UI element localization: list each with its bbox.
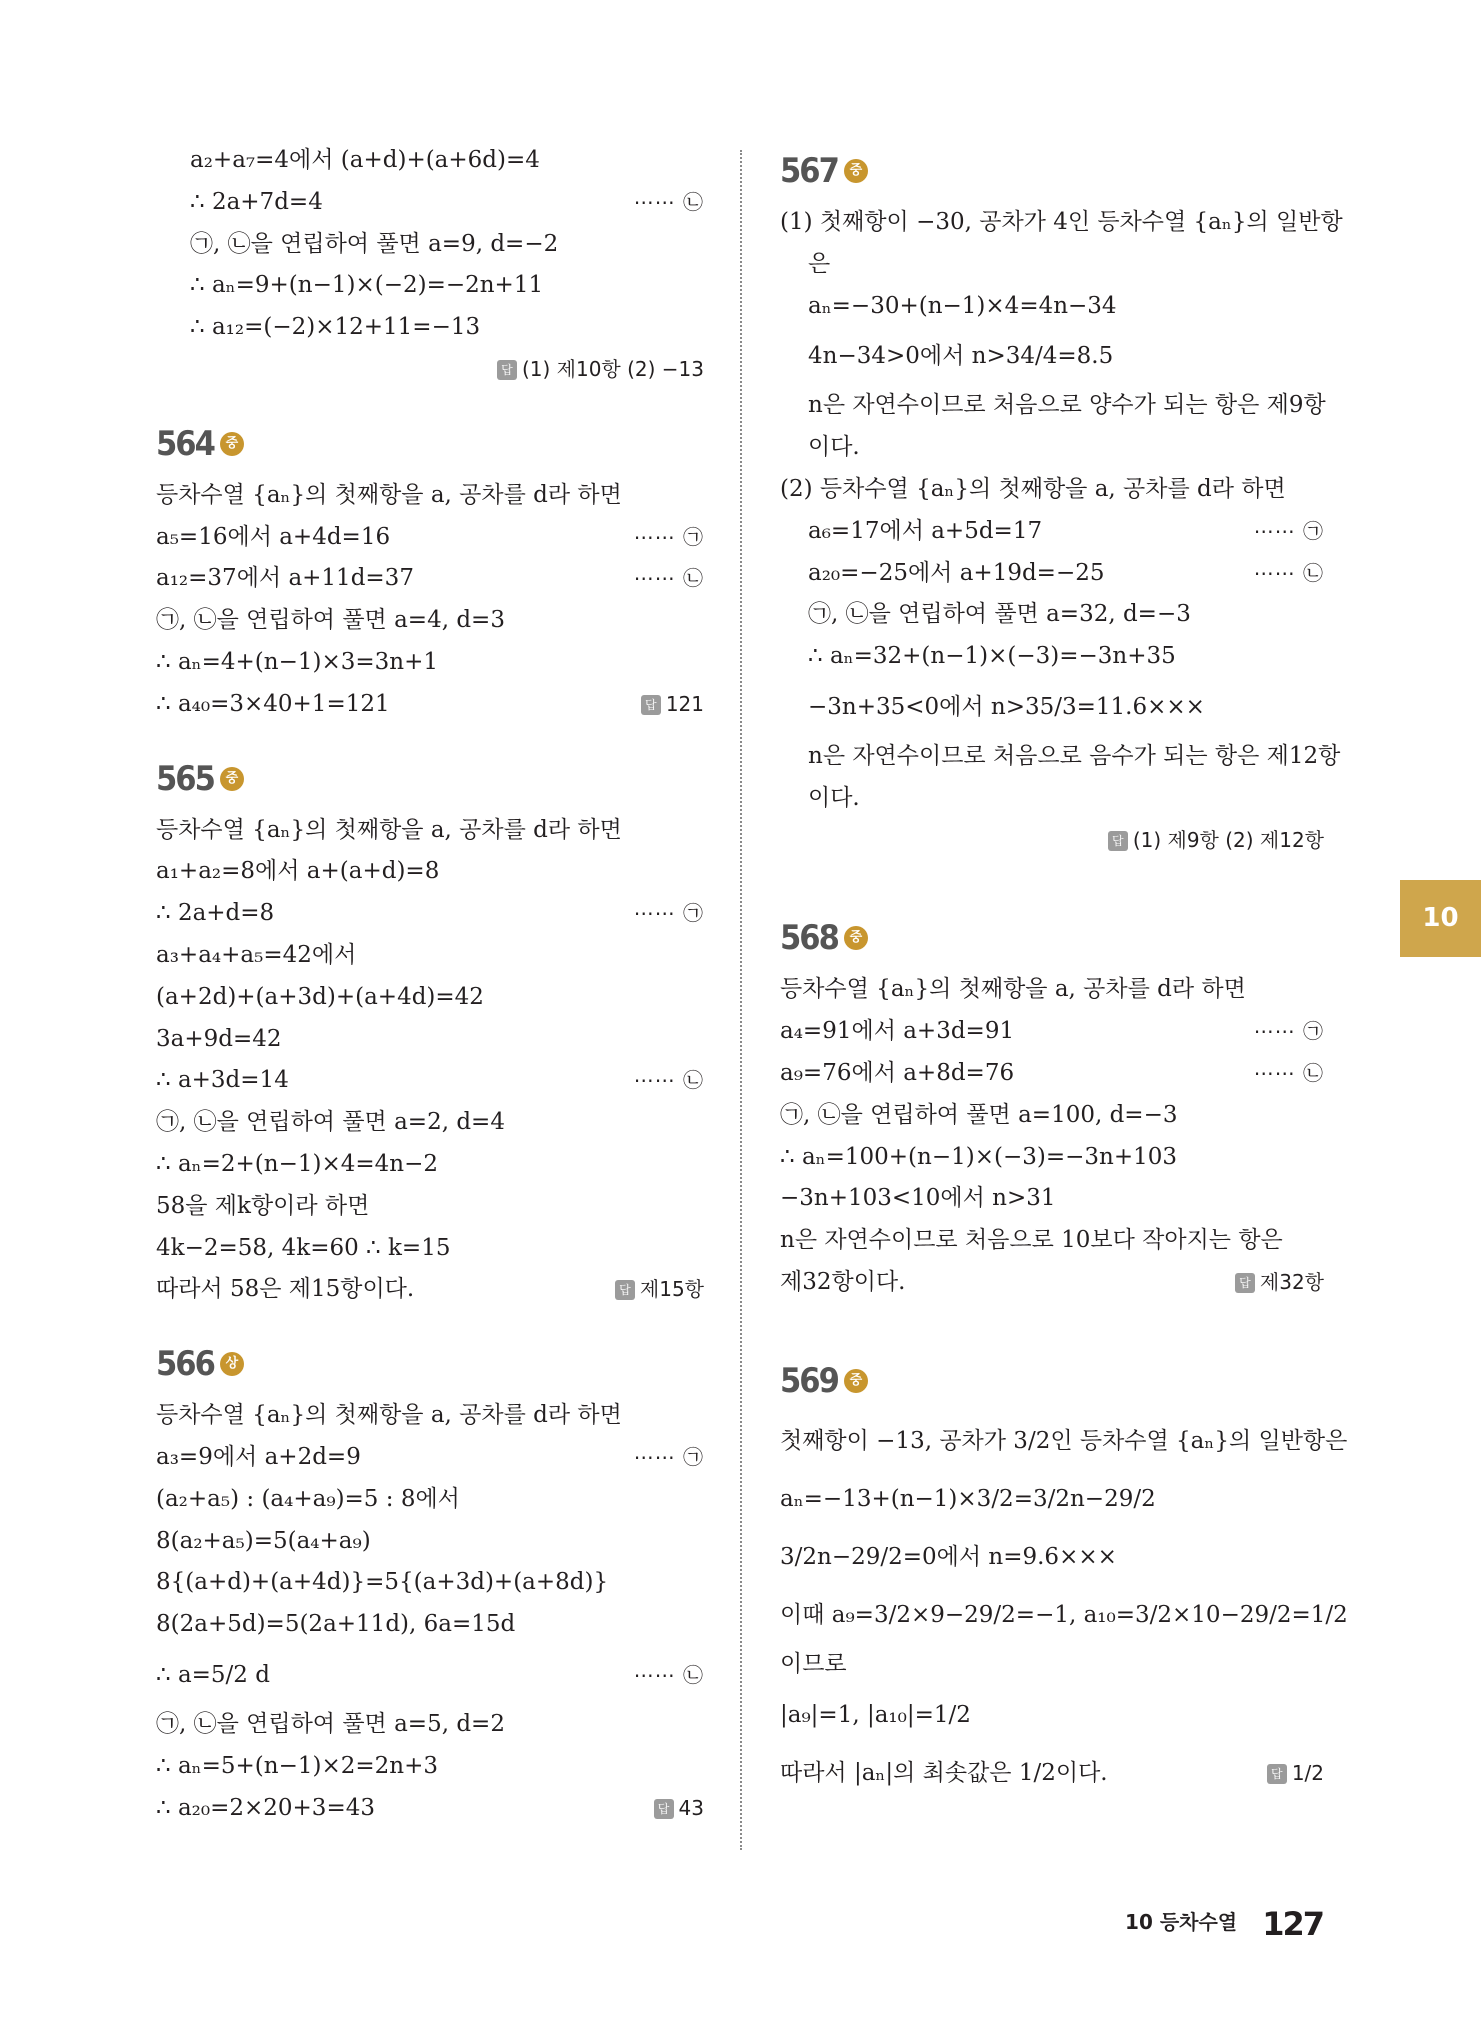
solution-text: a₃=9에서 a+2d=9 <box>156 1443 361 1470</box>
solution-text: 8{(a+d)+(a+4d)}=5{(a+3d)+(a+8d)} <box>156 1569 609 1596</box>
solution-text: (1) 첫째항이 −30, 공차가 4인 등차수열 {aₙ}의 일반항 <box>780 209 1343 235</box>
solution-line <box>156 684 704 726</box>
solution-text: ∴ a₂₀=2×20+3=43 <box>156 1794 375 1821</box>
solution-line <box>156 1395 704 1437</box>
solution-line <box>156 1269 704 1311</box>
solution-line <box>156 475 704 517</box>
solution-line <box>156 851 704 893</box>
answer <box>1235 1262 1324 1304</box>
solution-text: a₉=76에서 a+8d=76 <box>780 1059 1015 1086</box>
solution-text: (a+2d)+(a+3d)+(a+4d)=42 <box>156 983 484 1010</box>
equation-marker: ⋯⋯ ㉠ <box>1253 1019 1324 1044</box>
solution-line <box>780 1178 1324 1220</box>
solution-line <box>780 244 1324 286</box>
equation-marker: ⋯⋯ ㉠ <box>633 901 704 926</box>
solution-line <box>780 1262 1324 1304</box>
answer-tag-icon: 답 <box>1108 831 1128 851</box>
solution-line <box>156 1746 704 1788</box>
solution-text: ∴ aₙ=2+(n−1)×4=4n−2 <box>156 1150 438 1177</box>
solution-line <box>780 736 1341 778</box>
solution-text: ∴ a=5/2 d <box>156 1661 270 1688</box>
solution-text: n은 자연수이므로 처음으로 음수가 되는 항은 제12항 <box>808 742 1341 769</box>
answer-tag-icon: 답 <box>1235 1273 1255 1293</box>
solution-text: a₆=17에서 a+5d=17 <box>808 517 1043 544</box>
difficulty-badge: 중 <box>844 926 868 950</box>
equation-marker: ⋯⋯ ㉠ <box>1253 518 1324 543</box>
solution-text: 등차수열 {aₙ}의 첫째항을 a, 공차를 d라 하면 <box>156 816 622 843</box>
solution-line <box>156 182 704 224</box>
solution-text: n은 자연수이므로 처음으로 양수가 되는 항은 제9항 <box>808 392 1326 419</box>
problem-number: 564 <box>156 423 214 464</box>
difficulty-badge: 중 <box>844 159 868 183</box>
solution-text: 따라서 |aₙ|의 최솟값은 1/2이다. <box>780 1759 1108 1786</box>
solution-line <box>780 969 1324 1011</box>
difficulty-badge: 중 <box>220 432 244 456</box>
solution-line <box>780 1053 1324 1095</box>
solution-line <box>156 1604 704 1646</box>
solution-text: 등차수열 {aₙ}의 첫째항을 a, 공차를 d라 하면 <box>156 1402 622 1429</box>
solution-text: ∴ 2a+d=8 <box>156 900 275 927</box>
solution-text: ㉠, ㉡을 연립하여 풀면 a=100, d=−3 <box>780 1101 1178 1128</box>
solution-line <box>156 810 704 852</box>
solution-text: 3/2n−29/2=0에서 n=9.6××× <box>780 1543 1117 1570</box>
problem-number: 568 <box>780 918 838 959</box>
solution-text: a₅=16에서 a+4d=16 <box>156 523 391 550</box>
left-column <box>156 140 704 1829</box>
difficulty-badge: 중 <box>220 767 244 791</box>
equation-marker: ⋯⋯ ㉡ <box>1253 1060 1324 1085</box>
section-spacer <box>780 861 1324 907</box>
section-spacer <box>780 1304 1324 1350</box>
answer-tag-icon: 답 <box>1267 1764 1287 1784</box>
equation-marker: ⋯⋯ ㉡ <box>633 1662 704 1687</box>
answer-tag-icon: 답 <box>497 360 517 380</box>
solution-line <box>156 1228 704 1270</box>
answer-text: (1) 제10항 (2) −13 <box>521 356 704 381</box>
solution-text: 58을 제k항이라 하면 <box>156 1192 370 1219</box>
solution-line <box>780 286 1324 328</box>
equation-marker: ⋯⋯ ㉡ <box>633 189 704 214</box>
page-number: 127 <box>1262 1905 1323 1943</box>
solution-line <box>780 1011 1324 1053</box>
solution-text: 8(2a+5d)=5(2a+11d), 6a=15d <box>156 1611 516 1638</box>
solution-text: 3a+9d=42 <box>156 1025 282 1052</box>
solution-text: a₁+a₂=8에서 a+(a+d)=8 <box>156 858 440 885</box>
solution-text: ㉠, ㉡을 연립하여 풀면 a=32, d=−3 <box>808 601 1191 628</box>
solution-text: ∴ aₙ=100+(n−1)×(−3)=−3n+103 <box>780 1143 1177 1170</box>
solution-line <box>780 778 1324 820</box>
solution-line <box>156 517 704 559</box>
answer <box>615 1269 704 1311</box>
solution-line <box>156 600 704 642</box>
solution-line <box>780 1586 1348 1644</box>
solution-line <box>156 1562 704 1604</box>
answer-line <box>156 349 704 391</box>
solution-line <box>780 1686 1324 1744</box>
solution-line <box>780 1644 1324 1686</box>
solution-line <box>156 977 704 1019</box>
solution-text: ∴ a+3d=14 <box>156 1067 289 1094</box>
answer-text: 43 <box>678 1795 704 1820</box>
solution-line <box>156 558 704 600</box>
solution-line <box>780 202 1343 244</box>
problem-header <box>156 748 704 810</box>
solution-text: 8(a₂+a₅)=5(a₄+a₉) <box>156 1527 371 1554</box>
problem-header <box>780 907 1324 969</box>
section-spacer <box>156 1311 704 1333</box>
solution-line <box>156 1186 704 1228</box>
solution-text: (a₂+a₅) : (a₄+a₉)=5 : 8에서 <box>156 1485 460 1512</box>
solution-text: 4n−34>0에서 n>34/4=8.5 <box>808 343 1114 370</box>
solution-text: 따라서 58은 제15항이다. <box>156 1276 415 1303</box>
solution-line <box>156 140 704 182</box>
solution-line <box>156 1788 704 1830</box>
solution-line <box>780 1137 1324 1179</box>
solution-line <box>156 224 704 266</box>
answer <box>497 349 704 391</box>
column-divider <box>740 150 742 1850</box>
solution-line <box>780 511 1324 553</box>
solution-line <box>156 1521 704 1563</box>
solution-text: ㉠, ㉡을 연립하여 풀면 a=5, d=2 <box>156 1710 505 1737</box>
solution-line <box>780 427 1324 469</box>
solution-text: a₄=91에서 a+3d=91 <box>780 1018 1015 1045</box>
equation-marker: ⋯⋯ ㉡ <box>633 1068 704 1093</box>
solution-line <box>780 385 1324 427</box>
solution-text: 이때 a₉=3/2×9−29/2=−1, a₁₀=3/2×10−29/2=1/2 <box>780 1601 1348 1628</box>
problem-number: 569 <box>780 1360 838 1401</box>
problem-header <box>156 413 704 475</box>
solution-line <box>156 935 704 977</box>
section-spacer <box>156 726 704 748</box>
solution-text: ㉠, ㉡을 연립하여 풀면 a=4, d=3 <box>156 607 505 634</box>
solution-text: ∴ aₙ=32+(n−1)×(−3)=−3n+35 <box>808 643 1176 670</box>
solution-line <box>156 1704 704 1746</box>
problem-number: 566 <box>156 1344 214 1385</box>
solution-line <box>780 636 1324 678</box>
solution-text: ∴ aₙ=5+(n−1)×2=2n+3 <box>156 1752 438 1779</box>
problem-header <box>780 1350 1324 1412</box>
solution-text: ∴ a₁₂=(−2)×12+11=−13 <box>190 314 481 341</box>
solution-text: 등차수열 {aₙ}의 첫째항을 a, 공차를 d라 하면 <box>156 481 622 508</box>
right-column <box>780 140 1348 1802</box>
answer-line <box>780 820 1324 862</box>
page-footer <box>1125 1905 1323 1943</box>
solution-text: a₁₂=37에서 a+11d=37 <box>156 565 414 592</box>
solution-line <box>156 1144 704 1186</box>
answer-text: 1/2 <box>1291 1760 1324 1785</box>
answer-tag-icon: 답 <box>615 1280 635 1300</box>
answer-text: (1) 제9항 (2) 제12항 <box>1132 827 1324 852</box>
solution-line <box>156 1102 704 1144</box>
solution-line <box>780 678 1324 736</box>
solution-line <box>780 594 1324 636</box>
footer-chapter-title: 10 등차수열 <box>1125 1910 1238 1934</box>
solution-line <box>780 1412 1348 1470</box>
answer <box>1267 1744 1324 1802</box>
solution-text: 이다. <box>808 784 860 811</box>
solution-text: 은 <box>808 250 831 277</box>
problem-number: 567 <box>780 151 838 191</box>
section-spacer <box>156 391 704 413</box>
chapter-side-tab: 10 <box>1400 880 1481 957</box>
answer-text: 121 <box>665 691 704 716</box>
answer-tag-icon: 답 <box>641 695 661 715</box>
solution-text: ∴ aₙ=4+(n−1)×3=3n+1 <box>156 648 438 675</box>
solution-line <box>780 327 1324 385</box>
solution-text: a₃+a₄+a₅=42에서 <box>156 941 357 968</box>
solution-text: 첫째항이 −13, 공차가 3/2인 등차수열 {aₙ}의 일반항은 <box>780 1427 1348 1454</box>
solution-text: 이다. <box>808 434 860 461</box>
solution-text: −3n+35<0에서 n>35/3=11.6××× <box>808 693 1205 720</box>
answer-tag-icon: 답 <box>654 1799 674 1819</box>
solution-text: (2) 등차수열 {aₙ}의 첫째항을 a, 공차를 d라 하면 <box>780 475 1286 502</box>
answer <box>1108 820 1324 862</box>
difficulty-badge: 중 <box>844 1369 868 1393</box>
problem-number: 565 <box>156 758 214 799</box>
solution-text: ㉠, ㉡을 연립하여 풀면 a=9, d=−2 <box>190 230 559 257</box>
problem-header <box>156 1333 704 1395</box>
answer <box>654 1788 704 1830</box>
solution-line <box>156 265 704 307</box>
answer-text: 제15항 <box>639 1277 704 1302</box>
solution-line <box>156 1019 704 1061</box>
solution-line <box>156 307 704 349</box>
solution-line <box>156 642 704 684</box>
solution-line <box>156 1060 704 1102</box>
solution-text: aₙ=−30+(n−1)×4=4n−34 <box>808 292 1117 319</box>
difficulty-badge: 상 <box>220 1352 244 1376</box>
solution-text: 등차수열 {aₙ}의 첫째항을 a, 공차를 d라 하면 <box>780 976 1246 1003</box>
equation-marker: ⋯⋯ ㉠ <box>633 524 704 549</box>
solution-line <box>780 1095 1324 1137</box>
solution-text: aₙ=−13+(n−1)×3/2=3/2n−29/2 <box>780 1485 1156 1512</box>
problem-header <box>780 140 1324 202</box>
solution-line <box>780 1220 1324 1262</box>
solution-text: n은 자연수이므로 처음으로 10보다 작아지는 항은 <box>780 1227 1283 1254</box>
solution-line <box>780 553 1324 595</box>
solution-text: a₂₀=−25에서 a+19d=−25 <box>808 559 1105 586</box>
solution-line <box>156 1646 704 1704</box>
solution-line <box>780 469 1324 511</box>
solution-line <box>156 893 704 935</box>
solution-text: |a₉|=1, |a₁₀|=1/2 <box>780 1701 971 1728</box>
solution-text: ∴ aₙ=9+(n−1)×(−2)=−2n+11 <box>190 272 544 299</box>
equation-marker: ⋯⋯ ㉡ <box>633 566 704 591</box>
answer <box>641 684 704 726</box>
solution-text: ∴ a₄₀=3×40+1=121 <box>156 690 390 717</box>
equation-marker: ⋯⋯ ㉠ <box>633 1444 704 1469</box>
answer-text: 제32항 <box>1259 1269 1324 1294</box>
solution-line <box>156 1437 704 1479</box>
solution-line <box>780 1528 1324 1586</box>
solution-text: 이므로 <box>780 1650 847 1677</box>
solution-line <box>780 1744 1324 1802</box>
solution-line <box>156 1479 704 1521</box>
solution-text: a₂+a₇=4에서 (a+d)+(a+6d)=4 <box>190 147 540 173</box>
solution-text: −3n+103<10에서 n>31 <box>780 1185 1056 1212</box>
solution-text: ㉠, ㉡을 연립하여 풀면 a=2, d=4 <box>156 1109 505 1136</box>
solution-text: ∴ 2a+7d=4 <box>190 188 323 215</box>
solution-line <box>780 1470 1324 1528</box>
solution-text: 4k−2=58, 4k=60 ∴ k=15 <box>156 1234 451 1261</box>
equation-marker: ⋯⋯ ㉡ <box>1253 560 1324 585</box>
solution-text: 제32항이다. <box>780 1268 906 1295</box>
